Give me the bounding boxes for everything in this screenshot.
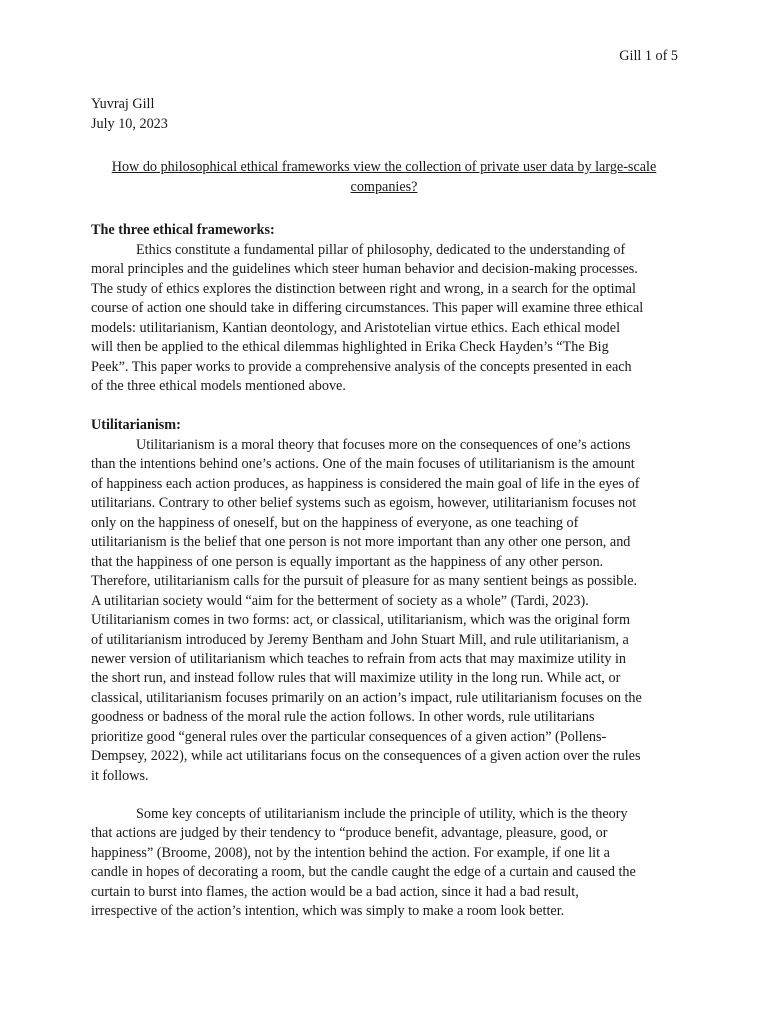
page-number: Gill 1 of 5 [619,48,678,64]
author-name: Yuvraj Gill [91,96,155,112]
paragraph-line: candle in hopes of decorating a room, but the candle caught the edge of a curtain and caused the [91,864,636,881]
paragraph-line: irrespective of the action’s intention, which was simply to make a room look better. [91,903,565,920]
paragraph-line: Peek”. This paper works to provide a comprehensive analysis of the concepts presented in each [91,358,632,375]
paragraph-line: of happiness each action produces, as happiness is considered the main goal of life in the eyes of [91,475,640,492]
paragraph-line: newer version of utilitarianism which teaches to refrain from acts that may maximize utility in [91,650,627,667]
paragraph-line: of utilitarianism introduced by Jeremy Bentham and John Stuart Mill, and rule utilitarianism, a [91,631,629,648]
paragraph-line: only on the happiness of oneself, but on the happiness of everyone, as one teaching of [91,514,579,531]
paragraph-line: Dempsey, 2022), while act utilitarians focus on the consequences of a given action over the rules [91,748,641,765]
paragraph-line: happiness” (Broome, 2008), not by the intention behind the action. For example, if one lit a [91,844,610,861]
paragraph-utilitarianism-1 [91,436,677,786]
paragraph-line: course of action one should take in differing circumstances. This paper will examine three ethical [91,300,644,317]
paragraph-line: goodness or badness of the moral rule the action follows. In other words, rule utilitarians [91,709,595,726]
paragraph-line: Therefore, utilitarianism calls for the pursuit of pleasure for as many sentient beings as possible. [91,573,638,590]
paragraph-line: will then be applied to the ethical dilemmas highlighted in Erika Check Hayden’s “The Big [91,339,609,356]
paragraph-line: Utilitarianism is a moral theory that focuses more on the consequences of one’s actions [136,437,631,453]
paper-title-line: How do philosophical ethical frameworks view the collection of private user data by large-scale [111,159,657,175]
paragraph-line: Ethics constitute a fundamental pillar of philosophy, dedicated to the understanding of [136,242,626,258]
section-heading-frameworks: The three ethical frameworks: [91,222,275,238]
paragraph-utilitarianism-2 [91,805,677,922]
paragraph-line: Utilitarianism comes in two forms: act, or classical, utilitarianism, which was the original form [91,612,631,629]
paragraph-line: curtain to burst into flames, the action would be a bad action, since it had a bad result, [91,883,579,900]
paragraph-line: the short run, and instead follow rules that will maximize utility in the long run. While act, or [91,670,621,687]
paragraph-line: that actions are judged by their tendency to “produce benefit, advantage, pleasure, good, or [91,825,608,842]
paragraph-line: moral principles and the guidelines which steer human behavior and decision-making processes. [91,261,638,278]
paragraph-line: utilitarianism is the belief that one person is not more important than any other one person, and [91,534,631,551]
paragraph-line: it follows. [91,767,149,784]
paragraph-line: than the intentions behind one’s actions. One of the main focuses of utilitarianism is the amount [91,456,635,473]
paragraph-frameworks [91,241,677,397]
section-heading-utilitarianism: Utilitarianism: [91,417,181,433]
paragraph-line: classical, utilitarianism focuses primarily on an action’s impact, rule utilitarianism focuses on the [91,689,642,706]
paragraph-line: A utilitarian society would “aim for the betterment of society as a whole” (Tardi, 2023). [91,592,589,609]
paragraph-line: utilitarians. Contrary to other belief systems such as egoism, however, utilitarianism focuses not [91,495,637,512]
paragraph-line: prioritize good “general rules over the particular consequences of a given action” (Pollens- [91,728,607,745]
document-date: July 10, 2023 [91,115,168,132]
paragraph-line: of the three ethical models mentioned above. [91,378,346,395]
paragraph-line: The study of ethics explores the distinction between right and wrong, in a search for the optimal [91,280,636,297]
paragraph-line: models: utilitarianism, Kantian deontology, and Aristotelian virtue ethics. Each ethical model [91,319,621,336]
paragraph-line: that the happiness of one person is equally important as the happiness of any other person. [91,553,604,570]
paper-title [91,158,677,197]
paper-title-line: companies? [350,178,418,195]
author-block [91,95,168,134]
paragraph-line: Some key concepts of utilitarianism include the principle of utility, which is the theory [136,806,628,822]
